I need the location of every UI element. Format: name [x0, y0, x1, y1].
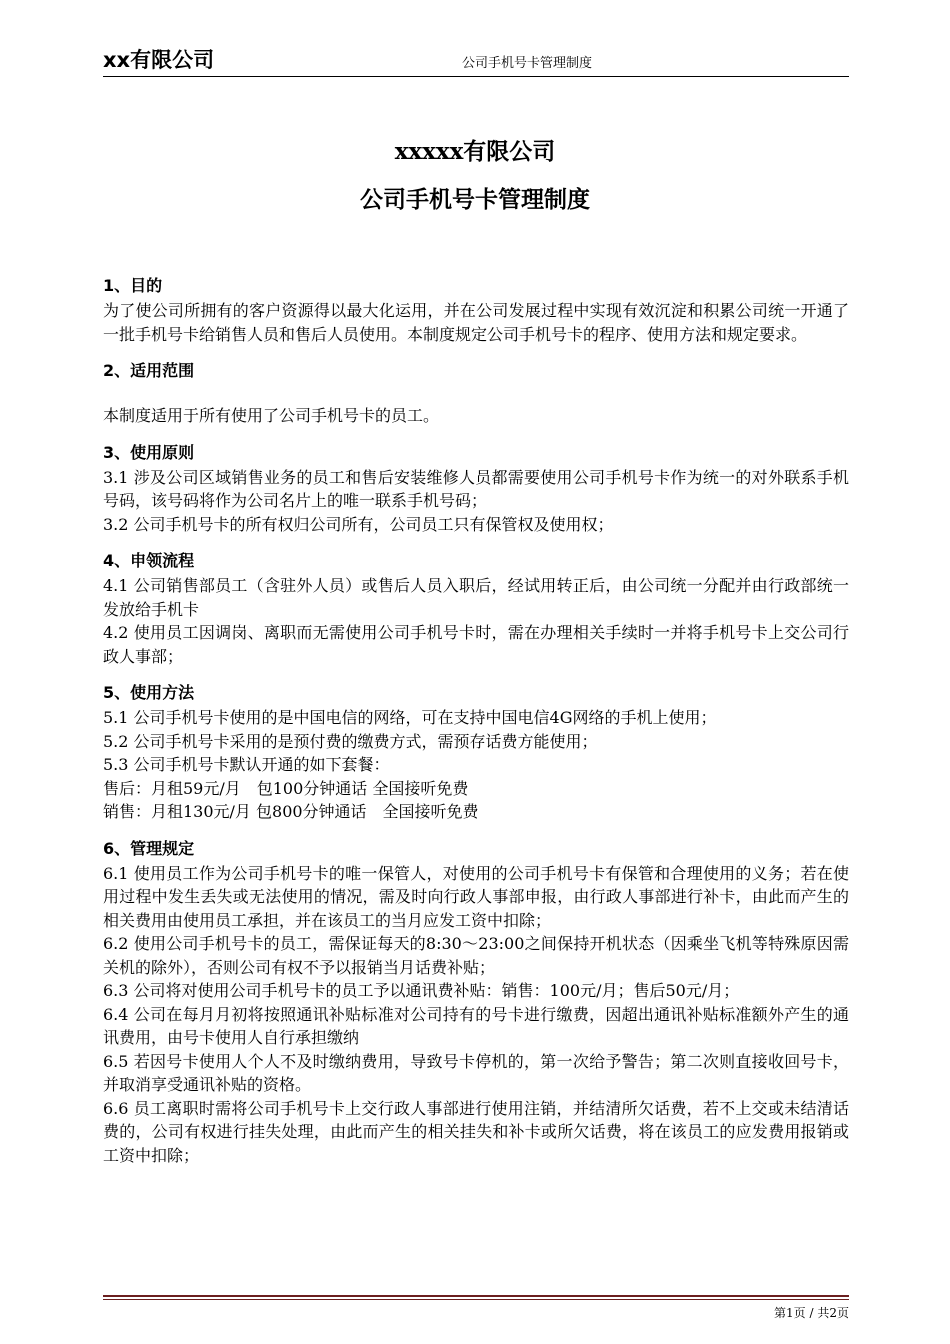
section-heading: 6、管理规定	[103, 838, 195, 858]
section-usage	[103, 677, 849, 824]
page-number: 第1页 / 共2页	[774, 1306, 849, 1320]
section-heading: 2、适用范围	[103, 361, 195, 380]
paragraph: 4.1 公司销售部员工（含驻外人员）或售后人员入职后，经试用转正后，由公司统一分配并由行政部统一发放给手机卡	[103, 576, 849, 619]
section-scope	[103, 355, 849, 428]
paragraph: 6.4 公司在每月月初将按照通讯补贴标准对公司持有的号卡进行缴费，因超出通讯补贴标准额外产生的通讯费用，由号卡使用人自行承担缴纳	[103, 1004, 849, 1047]
section-heading: 1、目的	[103, 276, 163, 295]
paragraph: 6.5 若因号卡使用人个人不及时缴纳费用，导致号卡停机的，第一次给予警告；第二次则直接收回号卡，并取消享受通讯补贴的资格。	[103, 1051, 849, 1094]
document-title: 公司手机号卡管理制度	[360, 187, 590, 213]
page-header	[103, 42, 849, 77]
section-heading: 5、使用方法	[103, 683, 195, 702]
paragraph: 6.6 员工离职时需将公司手机号卡上交行政人事部进行使用注销，并结清所欠话费，若不上交或未结清话费的，公司有权进行挂失处理，由此而产生的相关挂失和补卡或所欠话费，将在该员工的应发费用报销或工资中扣除；	[103, 1098, 849, 1165]
paragraph: 本制度适用于所有使用了公司手机号卡的员工。	[103, 406, 440, 425]
paragraph: 5.3 公司手机号卡默认开通的如下套餐：	[103, 755, 390, 774]
section-principles	[103, 437, 849, 537]
paragraph: 5.2 公司手机号卡采用的是预付费的缴费方式，需预存话费方能使用；	[103, 731, 598, 751]
paragraph: 5.1 公司手机号卡使用的是中国电信的网络，可在支持中国电信4G网络的手机上使用；	[103, 708, 717, 727]
header-company-name: xx有限公司	[103, 48, 215, 72]
footer-divider-thin	[103, 1299, 849, 1300]
section-heading: 4、申领流程	[103, 551, 195, 570]
plan-after-sales: 售后：月租59元/月 包100分钟通话 全国接听免费	[103, 778, 469, 798]
paragraph: 3.1 涉及公司区域销售业务的员工和售后安装维修人员都需要使用公司手机号卡作为统一的对外联系手机号码，该号码将作为公司名片上的唯一联系手机号码；	[103, 467, 849, 510]
document-body	[103, 270, 849, 1167]
paragraph: 为了使公司所拥有的客户资源得以最大化运用，并在公司发展过程中实现有效沉淀和积累公司统一开通了一批手机号卡给销售人员和售后人员使用。本制度规定公司手机号卡的程序、使用方法和规定要求。	[103, 301, 849, 344]
section-application-process	[103, 545, 849, 668]
paragraph: 6.2 使用公司手机号卡的员工，需保证每天的8:30～23:00之间保持开机状态（因乘坐飞机等特殊原因需关机的除外），否则公司有权不予以报销当月话费补贴；	[103, 934, 849, 977]
header-document-title: 公司手机号卡管理制度	[462, 56, 593, 71]
paragraph: 4.2 使用员工因调岗、离职而无需使用公司手机号卡时，需在办理相关手续时一并将手机号卡上交公司行政人事部；	[103, 623, 849, 666]
plan-sales: 销售：月租130元/月 包800分钟通话 全国接听免费	[103, 802, 479, 821]
section-purpose	[103, 270, 849, 346]
section-heading: 3、使用原则	[103, 442, 195, 462]
paragraph: 6.3 公司将对使用公司手机号卡的员工予以通讯费补贴：销售：100元/月；售后50元/月；	[103, 981, 740, 1000]
paragraph: 6.1 使用员工作为公司手机号卡的唯一保管人，对使用的公司手机号卡有保管和合理使用的义务；若在使用过程中发生丢失或无法使用的情况，需及时向行政人事部申报，由行政人事部进行补卡，由此而产生的相关费用由使用员工承担，并在该员工的当月应发工资中扣除；	[103, 863, 849, 930]
section-regulations	[103, 833, 849, 1168]
document-company-title: xxxxx有限公司	[394, 138, 556, 165]
footer-divider-thick	[103, 1295, 849, 1297]
paragraph: 3.2 公司手机号卡的所有权归公司所有，公司员工只有保管权及使用权；	[103, 514, 614, 534]
